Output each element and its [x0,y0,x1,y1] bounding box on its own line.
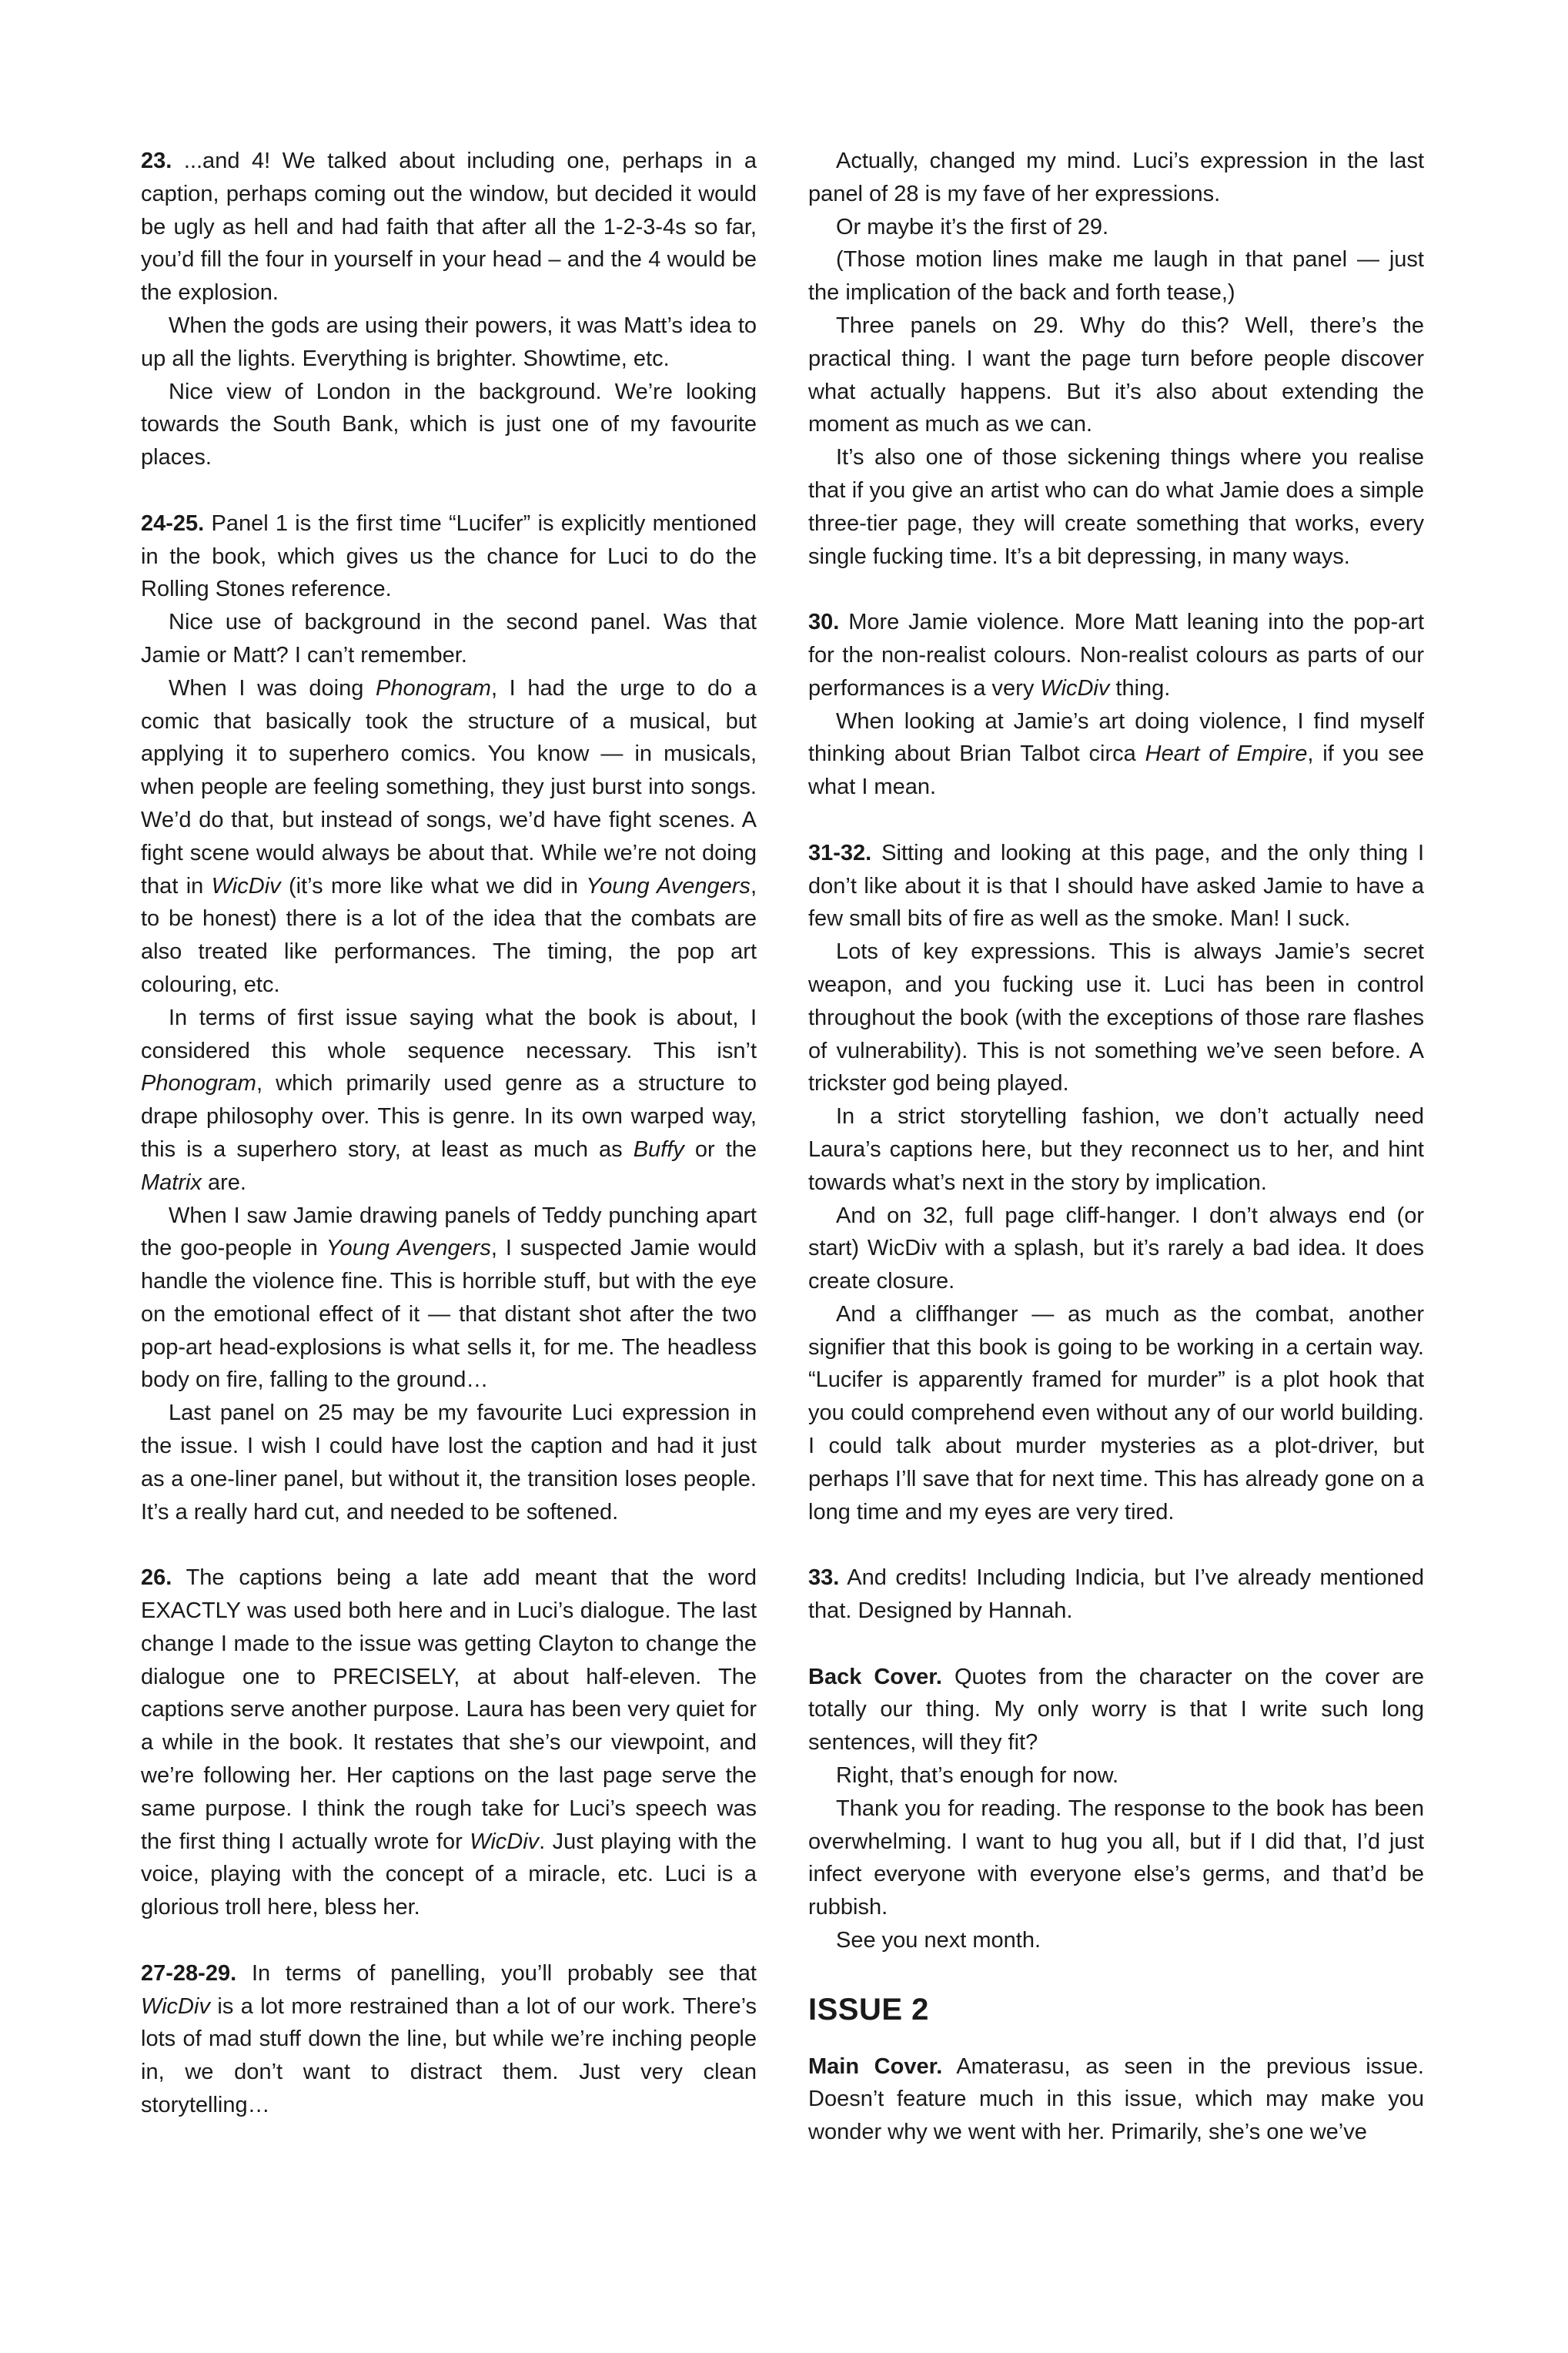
text-segment: When I was doing [169,675,376,701]
paragraph [808,936,1424,1100]
text-segment: is a lot more restrained than a lot of our work. There’s lots of mad stuff down the line, but while we’re inching people in, we don’t want to distract them. Just very clean storytelling… [141,1993,757,2118]
italic-title: Young Avengers [326,1236,491,1261]
paragraph [141,1002,757,1200]
text-segment: thing. [1109,675,1171,701]
text-segment: , to be honest) there is a lot of the idea that the combats are also treated like performances. The timing, the pop art colouring, etc. [141,873,757,997]
paragraph [808,1100,1424,1199]
text-segment: In a strict storytelling fashion, we don’t actually need Laura’s captions here, but they reconnect us to her, and hint towards what’s next in the story by implication. [808,1104,1424,1195]
italic-title: WicDiv [211,873,281,899]
commentary-section [808,145,1424,573]
text-segment: In terms of first issue saying what the book is about, I considered this whole sequence necessary. This isn’t [141,1005,757,1063]
paragraph [808,211,1424,244]
paragraph [141,310,757,376]
issue-heading: ISSUE 2 [808,1992,929,2027]
commentary-section [808,1561,1424,1628]
italic-title: WicDiv [1040,675,1110,701]
paragraph [808,606,1424,705]
text-segment: Right, that’s enough for now. [836,1763,1119,1789]
paragraph [808,1924,1424,1957]
commentary-section [141,1561,757,1924]
paragraph [141,672,757,1002]
text-segment: , I had the urge to do a comic that basically took the structure of a musical, but applying it to superhero comics. You know — in musicals, when people are feeling something, they just burst into songs. We’d do that, but instead of songs, we’d have fight scenes. A fight scene would always be about that. While we’re not doing that in [141,675,757,899]
paragraph [141,1957,757,2122]
page-number-lead: 30. [808,610,840,635]
text-segment: Quotes from the character on the cover are totally our thing. My only worry is that I write such long sentences, will they fit? [808,1664,1425,1756]
paragraph [808,1298,1424,1529]
text-segment: Actually, changed my mind. Luci’s expression in the last panel of 28 is my fave of her expressions. [808,149,1424,206]
paragraph [808,2050,1424,2149]
text-segment: Three panels on 29. Why do this? Well, there’s the practical thing. I want the page turn before people discover what actually happens. But it’s also about extending the moment as much as we can. [808,313,1424,437]
paragraph [808,441,1424,573]
text-segment: And a cliffhanger — as much as the combat, another signifier that this book is going to be working in a certain way. “Lucifer is apparently framed for murder” is a plot hook that you could comprehend even without any of our world building. I could talk about murder mysteries as a plot-driver, but perhaps I’ll save that for next time. This has already gone on a long time and my eyes are very tired. [808,1301,1424,1525]
paragraph [808,1200,1424,1298]
text-segment: , if you see what I mean. [808,741,1424,800]
paragraph [141,1397,757,1528]
paragraph [808,837,1424,936]
page-number-lead: 26. [141,1565,172,1591]
paragraph [141,606,757,672]
text-segment: (Those motion lines make me laugh in that panel — just the implication of the back and forth tease,) [808,247,1424,306]
right-column [808,145,1424,2182]
text-segment: Sitting and looking at this page, and the only thing I don’t like about it is that I should have asked Jamie to have a few small bits of fire as well as the smoke. Man! I suck. [808,840,1425,932]
page-number-lead: 33. [808,1565,840,1591]
italic-title: Matrix [141,1170,202,1195]
commentary-section [808,1661,1424,1957]
italic-title: WicDiv [141,1993,210,2019]
commentary-section [141,507,757,1529]
commentary-section [808,606,1424,804]
text-segment: or the [684,1136,757,1162]
page-number-lead: Main Cover. [808,2053,943,2079]
text-segment: Thank you for reading. The response to the book has been overwhelming. I want to hug you all, but if I did that, I’d just infect everyone with everyone else’s germs, and that’d be rubbish. [808,1796,1424,1920]
page-number-lead: 31-32. [808,840,872,865]
text-segment: It’s also one of those sickening things where you realise that if you give an artist who can do what Jamie does a simple three-tier page, they will create something that works, every single fucking time. It’s a bit depressing, in many ways. [808,445,1424,569]
text-segment: See you next month. [836,1928,1041,1953]
text-segment: When looking at Jamie’s art doing violence, I find myself thinking about Brian Talbot circa [808,708,1424,767]
paragraph [141,1200,757,1397]
text-segment: The captions being a late add meant that the word EXACTLY was used both here and in Luci’s dialogue. The last change I made to the issue was getting Clayton to change the dialogue one to PRECISELY, at about half-eleven. The captions serve another purpose. Laura has been very quiet for a while in the book. It restates that she’s our viewpoint, and we’re following her. Her captions on the last page serve the same purpose. I think the rough take for Luci’s speech was the first thing I actually wrote for [141,1565,757,1854]
text-segment: And on 32, full page cliff-hanger. I don’t always end (or start) WicDiv with a splash, but it’s rarely a bad idea. It does create closure. [808,1203,1424,1294]
text-segment: Nice view of London in the background. We’re looking towards the South Bank, which is just one of my favourite places. [141,379,757,470]
left-column [141,145,757,2155]
page-number-lead: 24-25. [141,510,205,536]
commentary-section [141,1957,757,2122]
paragraph [808,1792,1424,1924]
text-segment: In terms of panelling, you’ll probably see that [251,1960,757,1986]
paragraph [808,243,1424,310]
commentary-section [808,837,1424,1529]
text-segment: When I saw Jamie drawing panels of Teddy punching apart the goo-people in [141,1203,757,1261]
text-segment: More Jamie violence. More Matt leaning into the pop-art for the non-realist colours. Non-realist colours as parts of our performances is a very [808,610,1424,701]
paragraph [808,1661,1424,1759]
commentary-section [141,145,757,474]
text-segment: Last panel on 25 may be my favourite Luci expression in the issue. I wish I could have lost the caption and had it just as a one-liner panel, but without it, the transition loses people. It’s a really hard cut, and needed to be softened. [141,1401,757,1525]
text-segment: Nice use of background in the second panel. Was that Jamie or Matt? I can’t remember. [141,610,757,668]
italic-title: WicDiv [470,1829,540,1854]
text-segment: When the gods are using their powers, it was Matt’s idea to up all the lights. Everything is brighter. Showtime, etc. [141,313,757,371]
paragraph [141,145,757,310]
paragraph [141,376,757,474]
italic-title: Phonogram [376,675,491,701]
text-segment: (it’s more like what we did in [280,873,587,899]
text-segment: Amaterasu, as seen in the previous issue. Doesn’t feature much in this issue, which may make you wonder why we went with her. Primarily, she’s one we’ve [808,2053,1424,2145]
italic-title: Buffy [633,1136,684,1162]
text-segment: And credits! Including Indicia, but I’ve already mentioned that. Designed by Hannah. [808,1565,1424,1624]
text-segment: Or maybe it’s the first of 29. [836,214,1109,239]
text-segment: ...and 4! We talked about including one, perhaps in a caption, perhaps coming out the window, but decided it would be ugly as hell and had faith that after all the 1-2-3-4s so far, you’d fill the four in yourself in your head – and the 4 would be the explosion. [141,149,757,306]
commentary-section [808,1990,1424,2149]
paragraph [808,705,1424,804]
italic-title: Phonogram [141,1071,256,1096]
paragraph [808,1561,1424,1628]
italic-title: Heart of Empire [1145,741,1308,767]
paragraph [141,507,757,606]
text-segment: Lots of key expressions. This is always Jamie’s secret weapon, and you fucking use it. Luci has been in control throughout the book (with the exceptions of those rare flashes of vulnerability). This is not something we’ve seen before. A trickster god being played. [808,939,1424,1096]
paragraph [808,1759,1424,1792]
text-segment: Panel 1 is the first time “Lucifer” is explicitly mentioned in the book, which gives us the chance for Luci to do the Rolling Stones reference. [141,510,757,602]
text-segment: , I suspected Jamie would handle the violence fine. This is horrible stuff, but with the eye on the emotional effect of it — that distant shot after the two pop-art head-explosions is what sells it, for me. The headless body on fire, falling to the ground… [141,1236,757,1393]
paragraph [808,310,1424,441]
text-segment: are. [201,1170,246,1195]
text-segment: , which primarily used genre as a structure to drape philosophy over. This is genre. In its own warped way, this is a superhero story, at least as much as [141,1071,757,1162]
text-segment: . Just playing with the voice, playing with the concept of a miracle, etc. Luci is a glorious troll here, bless her. [141,1829,757,1920]
italic-title: Young Avengers [586,873,751,899]
page-number-lead: 27-28-29. [141,1960,237,1986]
paragraph [141,1561,757,1924]
page-number-lead: 23. [141,149,172,173]
paragraph [808,145,1424,211]
page-number-lead: Back Cover. [808,1664,942,1689]
